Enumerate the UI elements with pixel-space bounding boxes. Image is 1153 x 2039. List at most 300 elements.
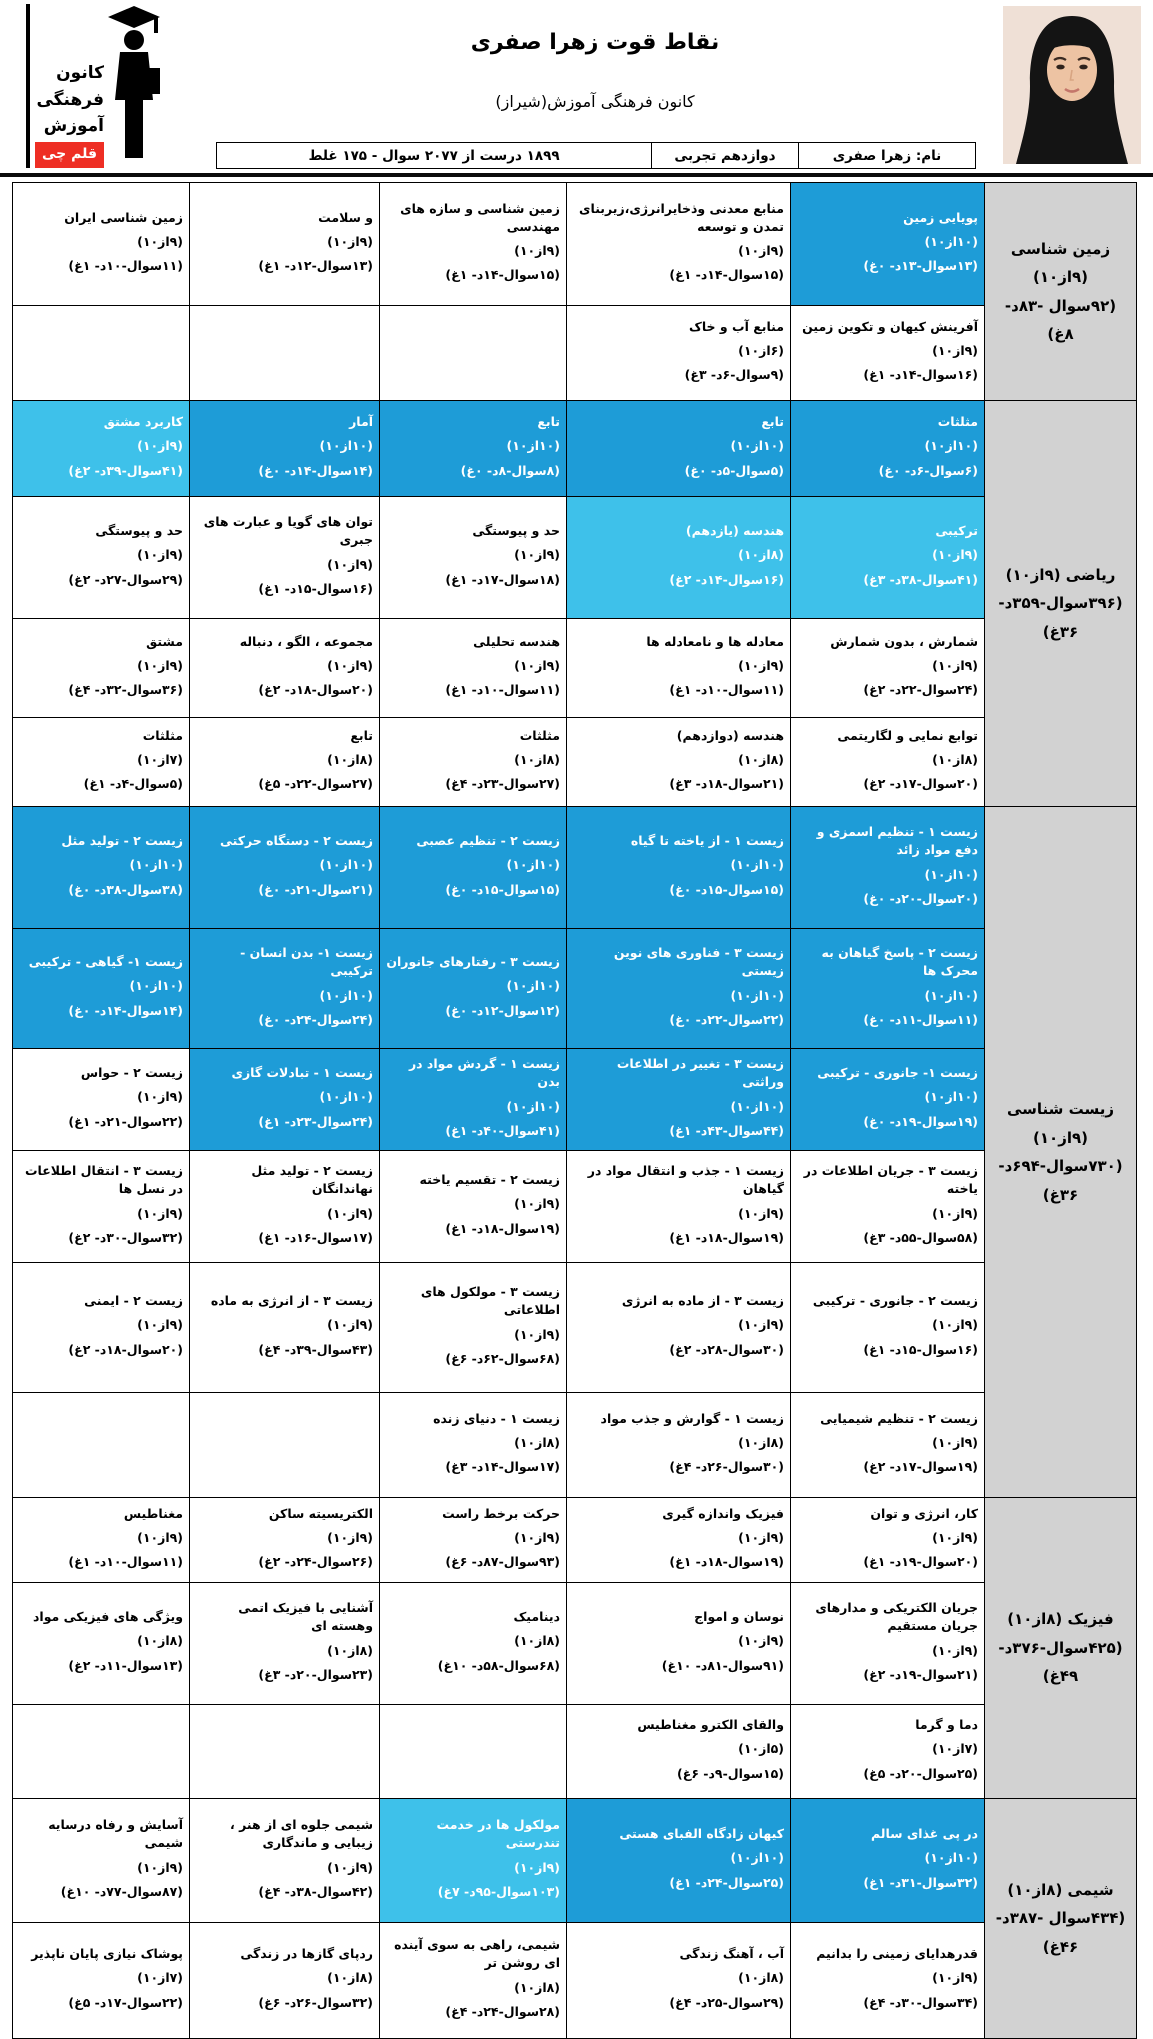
topic-question-stats: (۲۸سوال-۲۴د- ۴غ) — [445, 2003, 560, 2019]
branch-subtitle: کانون فرهنگی آموزش(شیراز) — [495, 92, 695, 111]
topic-name: کاربرد مشتق — [103, 414, 183, 430]
topic-name: آشنایی با فیزیک اتمی وهسته ای — [238, 1600, 373, 1634]
topic-score: (۱۰از۱۰) — [506, 857, 560, 873]
topic-score: (۹از۱۰) — [137, 547, 183, 563]
student-photo — [1003, 6, 1141, 164]
topic-score: (۹از۱۰) — [137, 1859, 183, 1875]
topic-cell — [13, 183, 190, 306]
topic-question-stats: (۶سوال-۶د- ۰غ) — [878, 462, 978, 478]
topic-cell — [13, 1049, 190, 1151]
topic-question-stats: (۱۱سوال-۱۰د- ۱غ) — [68, 258, 183, 274]
topic-name: فیزیک واندازه گیری — [662, 1505, 784, 1521]
topic-name: زیست ۳ - جریان اطلاعات در یاخته — [803, 1163, 978, 1197]
topic-name: زیست ۲ - دستگاه حرکتی — [219, 833, 373, 849]
topic-cell — [190, 183, 380, 306]
topic-score: (۹از۱۰) — [514, 1859, 560, 1875]
topic-score: (۱۰از۱۰) — [924, 987, 978, 1003]
topic-question-stats: (۱۹سوال-۱۹د- ۰غ) — [863, 1113, 978, 1129]
topic-score: (۱۰از۱۰) — [129, 978, 183, 994]
topic-score: (۱۰از۱۰) — [730, 438, 784, 454]
topic-score: (۹از۱۰) — [738, 1529, 784, 1545]
topic-score: (۸از۱۰) — [738, 751, 784, 767]
topic-cell — [190, 1923, 380, 2039]
topic-question-stats: (۲۱سوال-۱۸د- ۳غ) — [669, 776, 784, 792]
topic-score: (۹از۱۰) — [932, 1317, 978, 1333]
topic-name: معادله ها و نامعادله ها — [646, 633, 784, 649]
topic-name: زیست ۱- جانوری - ترکیبی — [817, 1065, 978, 1081]
topic-name: زیست ۲ - تنظیم شیمیایی — [820, 1410, 978, 1426]
topic-score: (۹از۱۰) — [514, 1196, 560, 1212]
topic-name: منابع معدنی وذخایرانرژی،زیربنای تمدن و توسعه — [579, 200, 784, 234]
page-title: نقاط قوت زهرا صفری — [470, 30, 720, 55]
topic-name: پوشاک نیازی پایان ناپذیر — [31, 1946, 183, 1962]
topic-score: (۹از۱۰) — [932, 1970, 978, 1986]
topic-question-stats: (۵سوال-۴د- ۱غ) — [83, 776, 183, 792]
topic-question-stats: (۸سوال-۸د- ۰غ) — [460, 462, 560, 478]
strengths-table — [12, 182, 1137, 2039]
topic-name: زیست ۲ - تقسیم یاخته — [419, 1172, 560, 1188]
topic-cell — [380, 401, 567, 497]
topic-cell — [791, 1498, 985, 1583]
topic-cell — [190, 619, 380, 718]
topic-score: (۹از۱۰) — [932, 1642, 978, 1658]
topic-question-stats: (۲۴سوال-۲۳د- ۱غ) — [258, 1113, 373, 1129]
topic-question-stats: (۱۹سوال-۱۷د- ۲غ) — [863, 1459, 978, 1475]
topic-score: (۸از۱۰) — [327, 1642, 373, 1658]
topic-name: منابع آب و خاک — [689, 318, 784, 334]
topic-cell — [791, 401, 985, 497]
topic-name: تابع — [761, 414, 784, 430]
topic-name: تابع — [537, 414, 560, 430]
topic-cell — [13, 497, 190, 619]
student-info-row — [214, 142, 976, 169]
topic-score: (۹از۱۰) — [137, 1089, 183, 1105]
topic-name: تابع — [350, 727, 373, 743]
topic-cell — [567, 1393, 791, 1498]
topic-score: (۱۰از۱۰) — [730, 1850, 784, 1866]
topic-cell — [380, 1049, 567, 1151]
topic-cell — [791, 1923, 985, 2039]
topic-question-stats: (۹سوال-۶د- ۳غ) — [684, 367, 784, 383]
topic-cell — [190, 497, 380, 619]
topic-question-stats: (۲۷سوال-۲۲د- ۵غ) — [258, 776, 373, 792]
subject-name: زیست شناسی (۹از۱۰) — [1006, 1100, 1115, 1147]
table-row — [13, 1151, 1137, 1263]
topic-cell — [380, 1393, 567, 1498]
logo-word-3: آموزش — [43, 115, 104, 136]
topic-question-stats: (۱۵سوال-۱۴د- ۱غ) — [445, 267, 560, 283]
topic-score: (۸از۱۰) — [514, 1979, 560, 1995]
topic-score: (۱۰از۱۰) — [506, 978, 560, 994]
topic-score: (۸از۱۰) — [514, 751, 560, 767]
topic-cell — [791, 1263, 985, 1393]
topic-score: (۹از۱۰) — [137, 233, 183, 249]
topic-name: نوسان و امواج — [694, 1609, 784, 1625]
topic-name: حد و پیوستگی — [472, 523, 560, 539]
topic-name: هندسه (دوازدهم) — [676, 727, 784, 743]
topic-score: (۹از۱۰) — [514, 657, 560, 673]
topic-name: زیست ۲ - تولید مثل — [61, 833, 183, 849]
topic-score: (۹از۱۰) — [514, 1529, 560, 1545]
topic-name: زیست ۱ - گردش مواد در بدن — [408, 1056, 560, 1090]
empty-cell — [380, 1705, 567, 1799]
topic-question-stats: (۱۳سوال-۱۱د- ۲غ) — [68, 1657, 183, 1673]
subject-name: فیزیک (۸از۱۰) — [1007, 1610, 1114, 1629]
table-row — [13, 1263, 1137, 1393]
topic-name: جریان الکتریکی و مدارهای جریان مستقیم — [815, 1600, 978, 1634]
topic-cell — [791, 1393, 985, 1498]
topic-score: (۹از۱۰) — [932, 547, 978, 563]
topic-question-stats: (۳۰سوال-۲۸د- ۲غ) — [669, 1341, 784, 1357]
subject-stats: (۳۹۶سوال-۳۵۹د- ۳۶غ) — [998, 594, 1123, 641]
topic-question-stats: (۲۱سوال-۲۱د- ۰غ) — [258, 881, 373, 897]
topic-cell — [380, 1151, 567, 1263]
table-row — [13, 807, 1137, 929]
topic-cell — [380, 183, 567, 306]
topic-cell — [791, 183, 985, 306]
topic-name: زیست ۳ - تغییر در اطلاعات وراثتی — [616, 1056, 784, 1090]
header-divider — [0, 173, 1153, 177]
topic-question-stats: (۲۴سوال-۲۲د- ۲غ) — [863, 682, 978, 698]
topic-cell — [567, 1705, 791, 1799]
topic-name: زیست ۱- بدن انسان - ترکیبی — [240, 945, 373, 979]
topic-question-stats: (۹۱سوال-۸۱د- ۱۰غ) — [661, 1657, 784, 1673]
topic-score: (۹از۱۰) — [932, 1205, 978, 1221]
topic-name: حد و پیوستگی — [95, 523, 183, 539]
topic-score: (۱۰از۱۰) — [730, 857, 784, 873]
topic-name: آفرینش کیهان و تکوین زمین — [802, 318, 978, 334]
topic-cell — [791, 1151, 985, 1263]
topic-cell — [791, 1705, 985, 1799]
topic-cell — [791, 1049, 985, 1151]
topic-name: ترکیبی — [935, 523, 978, 539]
topic-name: زیست ۳ - از ماده به انرژی — [621, 1293, 784, 1309]
topic-name: کیهان زادگاه الفبای هستی — [619, 1826, 784, 1842]
topic-name: قدرهدایای زمینی را بدانیم — [816, 1946, 978, 1962]
topic-score: (۸از۱۰) — [137, 1633, 183, 1649]
topic-score: (۹از۱۰) — [738, 1633, 784, 1649]
topic-question-stats: (۹۳سوال-۸۷د- ۶غ) — [445, 1554, 560, 1570]
grade-cell: دوازدهم تجربی — [651, 142, 799, 169]
topic-name: در پی غذای سالم — [871, 1826, 978, 1842]
report-header — [0, 0, 1153, 182]
topic-question-stats: (۶۸سوال-۶۲د- ۶غ) — [445, 1350, 560, 1366]
topic-cell — [380, 1583, 567, 1705]
logo-wordmark — [26, 4, 104, 168]
topic-name: زیست ۲ - تنظیم عصبی — [416, 833, 560, 849]
topic-name: آمار — [349, 414, 373, 430]
topic-question-stats: (۵۸سوال-۵۵د- ۳غ) — [863, 1229, 978, 1245]
topic-question-stats: (۱۵سوال-۱۴د- ۱غ) — [669, 267, 784, 283]
topic-question-stats: (۱۵سوال-۹د- ۶غ) — [677, 1765, 784, 1781]
topic-name: مولکول ها در خدمت تندرستی — [436, 1817, 560, 1851]
topic-score: (۱۰از۱۰) — [924, 866, 978, 882]
topic-question-stats: (۱۱سوال-۱۰د- ۱غ) — [669, 682, 784, 698]
empty-cell — [13, 1393, 190, 1498]
subject-stats: (۹۲سوال -۸۳د- ۸غ) — [1004, 296, 1117, 343]
topic-name: آب ، آهنگ زندگی — [679, 1946, 784, 1962]
topic-score: (۸از۱۰) — [327, 751, 373, 767]
topic-name: زیست ۱ - تنظیم اسمزی و دفع مواد زائد — [816, 824, 978, 858]
topic-question-stats: (۵سوال-۵د- ۰غ) — [684, 462, 784, 478]
topic-question-stats: (۱۷سوال-۱۶د- ۱غ) — [258, 1229, 373, 1245]
topic-question-stats: (۲۰سوال-۱۸د- ۲غ) — [258, 682, 373, 698]
table-row — [13, 306, 1137, 401]
topic-cell — [567, 306, 791, 401]
topic-cell — [13, 1799, 190, 1923]
topic-score: (۹از۱۰) — [327, 1859, 373, 1875]
topic-score: (۹از۱۰) — [137, 657, 183, 673]
topic-name: ردپای گازها در زندگی — [240, 1946, 373, 1962]
empty-cell — [190, 1705, 380, 1799]
topic-cell — [380, 619, 567, 718]
topic-question-stats: (۳۰سوال-۲۶د- ۴غ) — [669, 1459, 784, 1475]
topic-name: زمین شناسی ایران — [64, 209, 183, 225]
topic-cell — [190, 1583, 380, 1705]
topic-question-stats: (۸۷سوال-۷۷د- ۱۰غ) — [60, 1883, 183, 1899]
topic-cell — [567, 1583, 791, 1705]
topic-question-stats: (۳۴سوال-۳۰د- ۴غ) — [863, 1994, 978, 2010]
topic-cell — [567, 619, 791, 718]
topic-score: (۷از۱۰) — [932, 1741, 978, 1757]
topic-score: (۸از۱۰) — [738, 1970, 784, 1986]
topic-question-stats: (۱۶سوال-۱۵د- ۱غ) — [258, 580, 373, 596]
topic-cell — [791, 807, 985, 929]
topic-question-stats: (۳۶سوال-۳۲د- ۴غ) — [68, 682, 183, 698]
topic-score: (۱۰از۱۰) — [319, 857, 373, 873]
topic-question-stats: (۴۳سوال-۳۹د- ۴غ) — [258, 1341, 373, 1357]
empty-cell — [190, 306, 380, 401]
topic-cell — [190, 807, 380, 929]
topic-score: (۶از۱۰) — [738, 342, 784, 358]
topic-question-stats: (۳۸سوال-۳۸د- ۰غ) — [68, 881, 183, 897]
topic-score: (۸از۱۰) — [327, 1970, 373, 1986]
topic-question-stats: (۳۲سوال-۳۱د- ۱غ) — [863, 1874, 978, 1890]
topic-name: والقای الکترو مغناطیس — [637, 1717, 784, 1733]
topic-question-stats: (۲۹سوال-۲۵د- ۴غ) — [669, 1994, 784, 2010]
topic-cell — [13, 401, 190, 497]
topic-cell — [567, 718, 791, 807]
subject-label-cell — [985, 401, 1137, 807]
topic-question-stats: (۴۱سوال-۳۸د- ۳غ) — [863, 571, 978, 587]
topic-score: (۷از۱۰) — [137, 1970, 183, 1986]
topic-name: زیست ۲ - جانوری - ترکیبی — [812, 1293, 978, 1309]
subject-label-cell — [985, 1498, 1137, 1799]
topic-score: (۸از۱۰) — [738, 547, 784, 563]
topic-score: (۹از۱۰) — [327, 233, 373, 249]
topic-score: (۱۰از۱۰) — [924, 438, 978, 454]
subject-label-cell — [985, 183, 1137, 401]
topic-cell — [567, 183, 791, 306]
topic-name: زیست ۳ - انتقال اطلاعات در نسل ها — [24, 1163, 183, 1197]
topic-name: زیست ۲ - پاسخ گیاهان به محرک ها — [821, 945, 978, 979]
topic-question-stats: (۱۲سوال-۱۲د- ۰غ) — [445, 1002, 560, 1018]
topic-score: (۱۰از۱۰) — [730, 987, 784, 1003]
topic-question-stats: (۴۴سوال-۴۳د- ۱غ) — [669, 1122, 784, 1138]
topic-name: مغناطیس — [123, 1505, 183, 1521]
table-row — [13, 1705, 1137, 1799]
topic-cell — [380, 497, 567, 619]
topic-question-stats: (۱۶سوال-۱۴د- ۱غ) — [863, 367, 978, 383]
topic-cell — [567, 1498, 791, 1583]
topic-name: و سلامت — [318, 209, 373, 225]
topic-cell — [380, 1498, 567, 1583]
topic-question-stats: (۱۴سوال-۱۴د- ۰غ) — [258, 462, 373, 478]
subject-name: ریاضی (۹از۱۰) — [1005, 565, 1116, 584]
topic-cell — [380, 929, 567, 1049]
subject-name: زمین شناسی (۹از۱۰) — [1010, 239, 1111, 286]
topic-name: زیست ۳ - از انرژی به ماده — [210, 1293, 373, 1309]
topic-name: الکتریسیته ساکن — [268, 1505, 373, 1521]
logo-word-1: کانون — [56, 63, 104, 84]
topic-question-stats: (۱۹سوال-۱۸د- ۱غ) — [445, 1220, 560, 1236]
topic-question-stats: (۱۶سوال-۱۵د- ۱غ) — [863, 1341, 978, 1357]
topic-cell — [190, 1263, 380, 1393]
topic-question-stats: (۱۰۳سوال-۹۵د- ۷غ) — [437, 1883, 560, 1899]
topic-name: زیست ۱ - جذب و انتقال مواد در گیاهان — [587, 1163, 784, 1197]
topic-score: (۱۰از۱۰) — [924, 233, 978, 249]
topic-cell — [190, 1151, 380, 1263]
topic-score: (۹از۱۰) — [137, 1317, 183, 1333]
topic-name: مثلثات — [519, 727, 560, 743]
subject-name: شیمی (۸از۱۰) — [1007, 1880, 1114, 1899]
topic-score: (۱۰از۱۰) — [730, 1098, 784, 1114]
topic-cell — [791, 619, 985, 718]
kanoon-logo — [14, 4, 164, 168]
topic-name: کار، انرژی و توان — [870, 1505, 978, 1521]
score-summary-cell: ۱۸۹۹ درست از ۲۰۷۷ سوال - ۱۷۵ غلط — [216, 142, 652, 169]
topic-name: مجموعه ، الگو ، دنباله — [239, 633, 373, 649]
ghalamchi-badge: قلم چی — [35, 142, 104, 168]
table-row — [13, 401, 1137, 497]
topic-cell — [190, 929, 380, 1049]
topic-name: زیست ۳ - مولکول های اطلاعاتی — [420, 1284, 560, 1318]
topic-question-stats: (۱۱سوال-۱۰د- ۱غ) — [68, 1554, 183, 1570]
table-row — [13, 929, 1137, 1049]
topic-cell — [13, 1498, 190, 1583]
topic-question-stats: (۲۰سوال-۱۸د- ۲غ) — [68, 1341, 183, 1357]
topic-score: (۹از۱۰) — [327, 657, 373, 673]
topic-score: (۹از۱۰) — [327, 556, 373, 572]
topic-question-stats: (۴۱سوال-۴۰د- ۱غ) — [445, 1122, 560, 1138]
topic-question-stats: (۱۶سوال-۱۴د- ۲غ) — [669, 571, 784, 587]
topic-score: (۹از۱۰) — [738, 657, 784, 673]
topic-cell — [190, 1498, 380, 1583]
topic-cell — [13, 718, 190, 807]
topic-cell — [190, 1799, 380, 1923]
topic-question-stats: (۱۴سوال-۱۴د- ۰غ) — [68, 1002, 183, 1018]
topic-cell — [190, 718, 380, 807]
topic-cell — [567, 497, 791, 619]
subject-stats: (۷۳۰سوال-۶۹۴د- ۳۶غ) — [998, 1157, 1123, 1204]
topic-cell — [13, 1583, 190, 1705]
topic-name: آسایش و رفاه درسایه شیمی — [48, 1817, 183, 1851]
topic-name: زیست ۱ - گوارش و جذب مواد — [600, 1410, 784, 1426]
subject-stats: (۴۲۵سوال-۳۷۶د- ۴۹غ) — [998, 1638, 1123, 1686]
topic-name: توان های گویا و عبارت های جبری — [203, 514, 373, 548]
topic-question-stats: (۲۷سوال-۲۳د- ۴غ) — [445, 776, 560, 792]
topic-cell — [13, 1923, 190, 2039]
table-row — [13, 1923, 1137, 2039]
topic-cell — [190, 1049, 380, 1151]
topic-score: (۹از۱۰) — [738, 1205, 784, 1221]
topic-name: زیست ۳ - رفتارهای جانوران — [386, 954, 560, 970]
topic-cell — [791, 929, 985, 1049]
topic-cell — [380, 807, 567, 929]
topic-cell — [380, 1923, 567, 2039]
topic-question-stats: (۲۲سوال-۲۱د- ۱غ) — [68, 1113, 183, 1129]
topic-cell — [380, 1799, 567, 1923]
topic-name: شیمی، راهی به سوی آینده ای روشن تر — [394, 1937, 560, 1971]
topic-cell — [567, 1799, 791, 1923]
topic-question-stats: (۳۲سوال-۳۰د- ۲غ) — [68, 1229, 183, 1245]
topic-question-stats: (۲۵سوال-۲۰د- ۵غ) — [863, 1765, 978, 1781]
topic-question-stats: (۲۵سوال-۲۴د- ۱غ) — [669, 1874, 784, 1890]
topic-question-stats: (۲۰سوال-۱۹د- ۱غ) — [863, 1554, 978, 1570]
topic-score: (۹از۱۰) — [514, 1326, 560, 1342]
topic-cell — [190, 401, 380, 497]
topic-question-stats: (۲۲سوال-۱۷د- ۵غ) — [68, 1994, 183, 2010]
topic-question-stats: (۱۱سوال-۱۰د- ۱غ) — [445, 682, 560, 698]
topic-score: (۹از۱۰) — [137, 1529, 183, 1545]
topic-cell — [567, 1151, 791, 1263]
topic-name: زیست ۱ - تبادلات گازی — [231, 1065, 373, 1081]
topic-name: زیست ۳ - فناوری های نوین زیستی — [613, 945, 784, 979]
strengths-table-body — [13, 183, 1137, 2039]
topic-question-stats: (۲۲سوال-۲۲د- ۰غ) — [669, 1011, 784, 1027]
topic-score: (۸از۱۰) — [514, 1633, 560, 1649]
topic-score: (۹از۱۰) — [327, 1529, 373, 1545]
topic-score: (۹از۱۰) — [137, 1205, 183, 1221]
topic-name: مثلثات — [142, 727, 183, 743]
topic-question-stats: (۶۸سوال-۵۸د- ۱۰غ) — [437, 1657, 560, 1673]
topic-name: شمارش ، بدون شمارش — [830, 633, 978, 649]
topic-name: هندسه (یازدهم) — [685, 523, 784, 539]
table-row — [13, 1049, 1137, 1151]
table-row — [13, 497, 1137, 619]
topic-cell — [791, 306, 985, 401]
topic-question-stats: (۱۳سوال-۱۲د- ۱غ) — [258, 258, 373, 274]
topic-score: (۹از۱۰) — [738, 1317, 784, 1333]
topic-question-stats: (۲۶سوال-۲۴د- ۲غ) — [258, 1554, 373, 1570]
topic-cell — [567, 807, 791, 929]
topic-question-stats: (۲۴سوال-۲۴د- ۰غ) — [258, 1011, 373, 1027]
topic-score: (۹از۱۰) — [327, 1205, 373, 1221]
topic-cell — [13, 929, 190, 1049]
topic-name: ویژگی های فیزیکی مواد — [33, 1609, 183, 1625]
topic-cell — [13, 619, 190, 718]
empty-cell — [13, 306, 190, 401]
topic-score: (۱۰از۱۰) — [319, 987, 373, 1003]
topic-score: (۸از۱۰) — [738, 1434, 784, 1450]
topic-score: (۷از۱۰) — [137, 751, 183, 767]
topic-name: دینامیک — [513, 1609, 560, 1625]
topic-question-stats: (۲۰سوال-۱۷د- ۲غ) — [863, 776, 978, 792]
topic-question-stats: (۱۸سوال-۱۷د- ۱غ) — [445, 571, 560, 587]
topic-score: (۹از۱۰) — [327, 1317, 373, 1333]
topic-name: پویایی زمین — [903, 209, 978, 225]
table-row — [13, 1498, 1137, 1583]
topic-score: (۱۰از۱۰) — [924, 1089, 978, 1105]
topic-question-stats: (۱۵سوال-۱۵د- ۰غ) — [445, 881, 560, 897]
topic-score: (۸از۱۰) — [932, 751, 978, 767]
topic-name: مشتق — [146, 633, 183, 649]
topic-name: شیمی جلوه ای از هنر ، زیبایی و ماندگاری — [229, 1817, 373, 1851]
topic-cell — [567, 1923, 791, 2039]
topic-cell — [791, 1583, 985, 1705]
topic-name: هندسه تحلیلی — [473, 633, 560, 649]
table-row — [13, 183, 1137, 306]
